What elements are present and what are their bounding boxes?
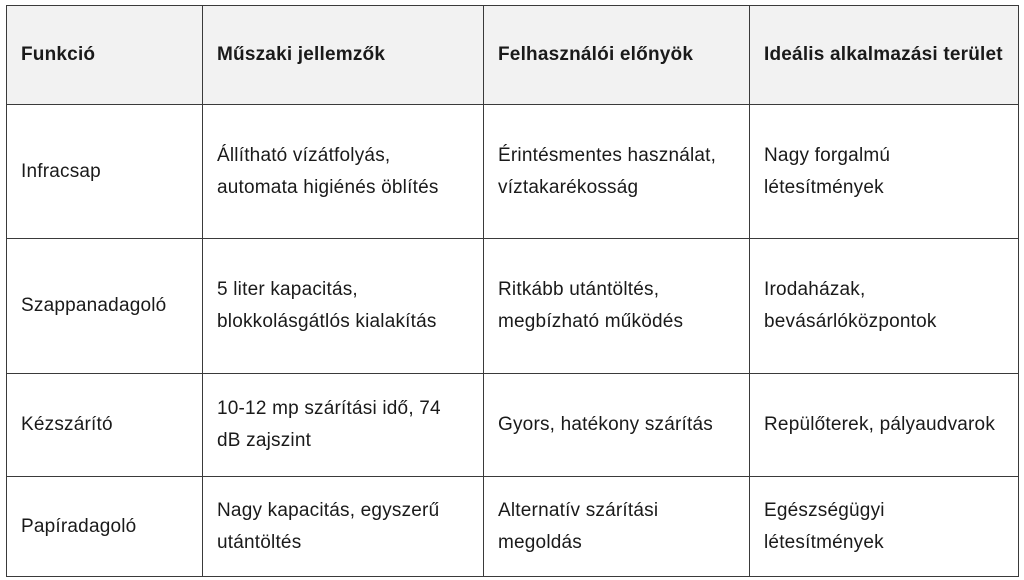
cell-funkcio: Szappanadagoló [7, 239, 203, 374]
cell-funkcio: Papíradagoló [7, 477, 203, 577]
cell-funkcio: Kézszárító [7, 374, 203, 477]
cell-terulet: Repülőterek, pályaudvarok [750, 374, 1019, 477]
table-row [7, 477, 1019, 577]
cell-terulet: Egészségügyi létesítmények [750, 477, 1019, 577]
table-header-row [7, 6, 1019, 105]
feature-comparison-table [6, 5, 1019, 577]
cell-muszaki: 5 liter kapacitás, blokkolásgátlós kialakítás [203, 239, 484, 374]
cell-elonyok: Érintésmentes használat, víztakarékosság [484, 105, 750, 239]
cell-terulet: Irodaházak, bevásárlóközpontok [750, 239, 1019, 374]
header-idealis-terulet: Ideális alkalmazási terület [750, 6, 1019, 105]
cell-elonyok: Alternatív szárítási megoldás [484, 477, 750, 577]
header-felhasznaloi-elonyok: Felhasználói előnyök [484, 6, 750, 105]
cell-elonyok: Ritkább utántöltés, megbízható működés [484, 239, 750, 374]
cell-muszaki: Nagy kapacitás, egyszerű utántöltés [203, 477, 484, 577]
header-funkcio: Funkció [7, 6, 203, 105]
header-muszaki-jellemzok: Műszaki jellemzők [203, 6, 484, 105]
table-row [7, 105, 1019, 239]
cell-muszaki: Állítható vízátfolyás, automata higiénés öblítés [203, 105, 484, 239]
cell-elonyok: Gyors, hatékony szárítás [484, 374, 750, 477]
cell-muszaki: 10-12 mp szárítási idő, 74 dB zajszint [203, 374, 484, 477]
table-row [7, 239, 1019, 374]
cell-funkcio: Infracsap [7, 105, 203, 239]
table-row [7, 374, 1019, 477]
cell-terulet: Nagy forgalmú létesítmények [750, 105, 1019, 239]
